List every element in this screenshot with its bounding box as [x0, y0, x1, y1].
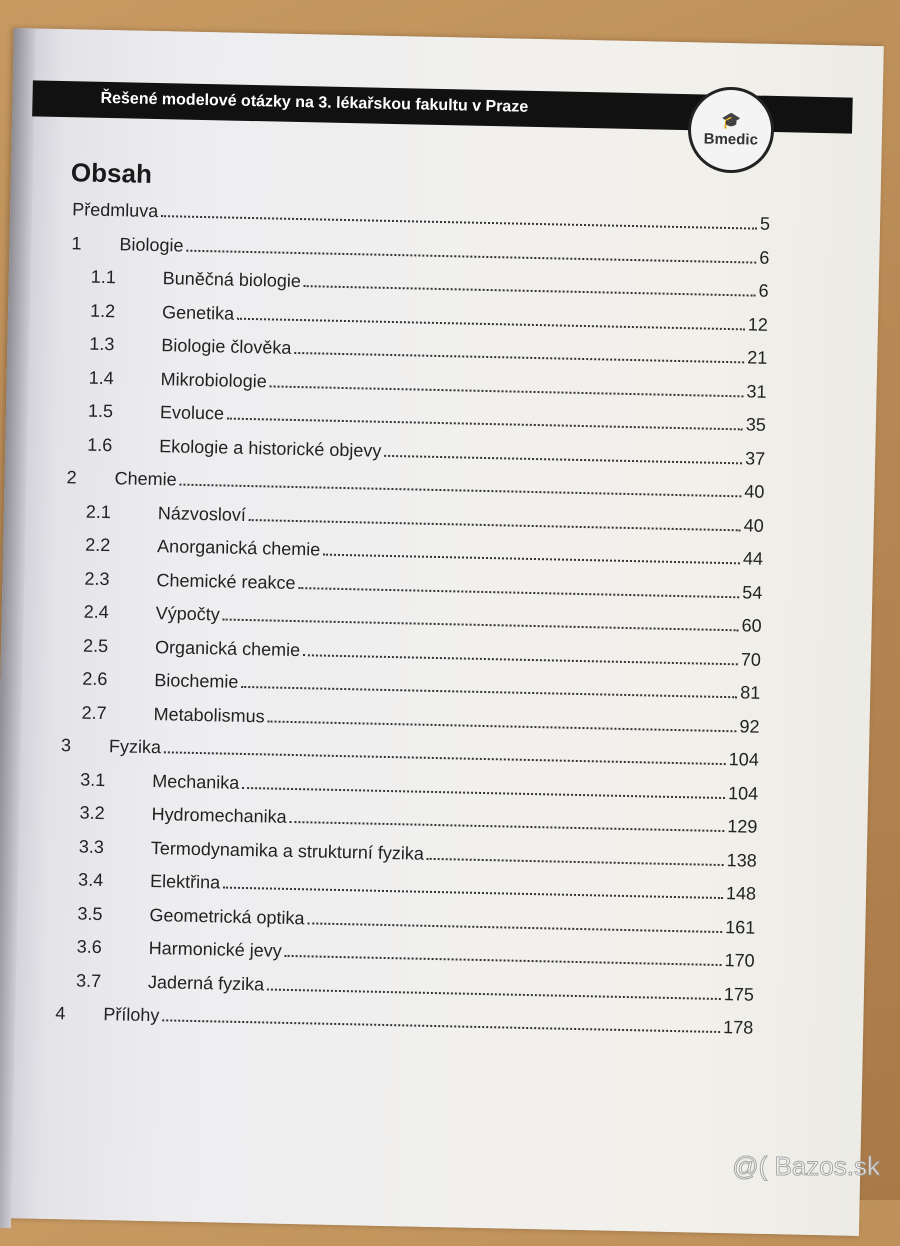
toc-entry-label: Biologie člověka: [161, 335, 292, 358]
dot-leader: [242, 785, 725, 798]
dot-leader: [304, 284, 756, 296]
toc-entry: [66, 467, 764, 503]
logo-text: Bmedic: [703, 129, 759, 149]
toc-entry-page: 92: [739, 715, 760, 737]
toc-entry: [85, 535, 763, 570]
toc-entry-page: 178: [722, 1017, 754, 1038]
toc-entry-label: Mikrobiologie: [160, 368, 267, 391]
toc-entry-number: 1.2: [89, 300, 116, 321]
toc-entry-page: 81: [740, 682, 761, 703]
toc-entry-number: 2: [66, 467, 77, 488]
toc-entry-page: 170: [724, 950, 755, 971]
toc-entry-number: 3.6: [76, 936, 103, 958]
toc-entry: [77, 903, 755, 938]
toc-entry: [61, 735, 759, 771]
toc-entry-page: 161: [725, 916, 756, 938]
dot-leader: [270, 384, 744, 397]
toc-entry-label: Fyzika: [108, 736, 162, 758]
toc-entry: [87, 434, 765, 469]
toc-entry-page: 175: [723, 983, 755, 1005]
dot-leader: [285, 954, 722, 966]
toc-entry-number: 1: [71, 232, 82, 253]
dot-leader: [161, 214, 757, 229]
toc-entry-page: 129: [727, 816, 758, 837]
toc-entry-label: Předmluva: [72, 199, 159, 222]
dot-leader: [179, 483, 741, 498]
toc-entry-label: Buněčná biologie: [162, 268, 302, 292]
bmedic-logo: [687, 86, 775, 174]
dot-leader: [223, 618, 739, 632]
toc-entry-page: 44: [742, 548, 764, 569]
toc-entry: [81, 702, 759, 737]
toc-entry: [82, 669, 760, 704]
toc-entry-page: 138: [726, 849, 757, 871]
toc-entry-label: Organická chemie: [154, 636, 301, 660]
toc-entry-label: Chemické reakce: [156, 569, 296, 593]
toc-entry: [80, 769, 758, 804]
toc-entry-number: 4: [55, 1003, 66, 1024]
toc-entry-page: 148: [725, 883, 757, 904]
dot-leader: [186, 248, 756, 263]
dot-leader: [162, 1018, 720, 1033]
toc-entry-label: Geometrická optika: [149, 904, 305, 928]
toc-entry-label: Názvosloví: [157, 502, 247, 525]
toc-entry-number: 3.1: [80, 769, 106, 790]
toc-entry: [71, 233, 769, 269]
toc-entry: [88, 367, 766, 402]
toc-entry-label: Biologie: [119, 233, 184, 256]
toc-entry-page: 104: [727, 782, 759, 804]
toc-entry: [91, 267, 769, 302]
toc-entry-number: 1.3: [89, 333, 115, 355]
dot-leader: [227, 417, 743, 431]
toc-entry-page: 54: [742, 581, 763, 603]
toc-entry-number: 2.3: [84, 568, 110, 589]
dot-leader: [237, 316, 745, 330]
dot-leader: [427, 856, 724, 865]
table-of-contents: [10, 198, 880, 1038]
toc-title: Obsah: [70, 157, 153, 189]
toc-entry-number: 3.2: [79, 802, 105, 824]
toc-entry-page: 6: [758, 280, 769, 301]
toc-entry-label: Výpočty: [155, 603, 221, 625]
toc-entry: [84, 568, 762, 603]
toc-entry-number: 3.3: [78, 836, 105, 857]
toc-entry-page: 70: [740, 648, 762, 670]
graduate-doctor-icon: 🎓: [721, 112, 742, 130]
dot-leader: [249, 518, 741, 531]
toc-entry-label: Anorganická chemie: [156, 536, 321, 560]
dot-leader: [303, 653, 738, 665]
toc-entry-number: 2.7: [81, 702, 107, 723]
toc-entry: [83, 635, 761, 670]
toc-entry-number: 2.5: [82, 635, 109, 656]
toc-entry-label: Elektřina: [149, 871, 221, 893]
toc-entry: [89, 334, 767, 369]
toc-entry: [90, 300, 768, 335]
toc-entry-number: 1.1: [90, 266, 117, 288]
toc-entry-label: Mechanika: [152, 770, 240, 793]
toc-entry-label: Harmonické jevy: [148, 938, 282, 961]
toc-entry-page: 35: [745, 414, 767, 435]
watermark: @( Bazos.sk: [732, 1151, 880, 1181]
toc-entry-label: Termodynamika a strukturní fyzika: [150, 837, 425, 864]
toc-entry-number: 2.1: [85, 501, 112, 522]
dot-leader: [384, 453, 742, 463]
toc-entry-label: Jaderná fyzika: [147, 971, 265, 994]
dot-leader: [223, 886, 723, 899]
dot-leader: [323, 553, 740, 565]
dot-leader: [294, 351, 744, 363]
dot-leader: [289, 820, 724, 832]
toc-entry-label: Metabolismus: [153, 703, 265, 726]
dot-leader: [164, 750, 726, 765]
toc-entry: [77, 937, 755, 972]
toc-entry: [55, 1003, 753, 1039]
header-title: Řešené modelové otázky na 3. lékařskou fakultu v Praze: [100, 89, 529, 116]
toc-entry-page: 60: [741, 615, 762, 636]
toc-entry-number: 3.5: [77, 903, 103, 924]
toc-entry-label: Přílohy: [103, 1004, 160, 1026]
toc-entry-page: 21: [747, 347, 768, 368]
toc-entry-number: 3.7: [75, 970, 102, 991]
toc-entry-number: 2.6: [82, 668, 108, 690]
toc-entry-number: 1.6: [87, 434, 113, 455]
toc-entry-page: 31: [746, 380, 767, 402]
toc-entry-number: 1.4: [88, 367, 114, 388]
toc-entry-label: Hydromechanika: [151, 804, 287, 827]
toc-entry: [76, 970, 754, 1005]
toc-entry-label: Genetika: [161, 301, 235, 324]
dot-leader: [307, 921, 722, 933]
toc-entry-label: Biochemie: [154, 670, 239, 692]
toc-entry-page: 37: [744, 447, 766, 469]
toc-entry-page: 12: [747, 313, 769, 335]
toc-entry-page: 104: [728, 749, 760, 770]
toc-entry-number: 3.4: [77, 869, 104, 891]
toc-entry-page: 40: [744, 481, 765, 502]
toc-entry-label: Evoluce: [159, 402, 225, 424]
toc-entry: [86, 501, 764, 536]
toc-entry-page: 5: [759, 213, 771, 234]
toc-entry-number: 2.2: [84, 534, 111, 556]
book-spine: [0, 28, 36, 1228]
toc-entry: [78, 870, 756, 905]
toc-entry: [88, 401, 766, 436]
toc-entry-number: 1.5: [87, 400, 114, 422]
dot-leader: [268, 719, 737, 732]
book-page: [0, 28, 884, 1236]
toc-entry-number: 3: [60, 735, 72, 756]
dot-leader: [298, 586, 739, 598]
toc-entry-label: Chemie: [114, 468, 177, 490]
toc-entry-page: 40: [743, 514, 764, 536]
toc-entry-number: 2.4: [83, 601, 110, 623]
dot-leader: [241, 685, 737, 698]
toc-entry: [79, 836, 757, 871]
toc-entry: [72, 199, 770, 235]
toc-entry: [84, 602, 762, 637]
toc-entry: [79, 803, 757, 838]
toc-entry-label: Ekologie a historické objevy: [159, 435, 382, 461]
dot-leader: [267, 987, 721, 1000]
toc-entry-page: 6: [759, 247, 770, 268]
